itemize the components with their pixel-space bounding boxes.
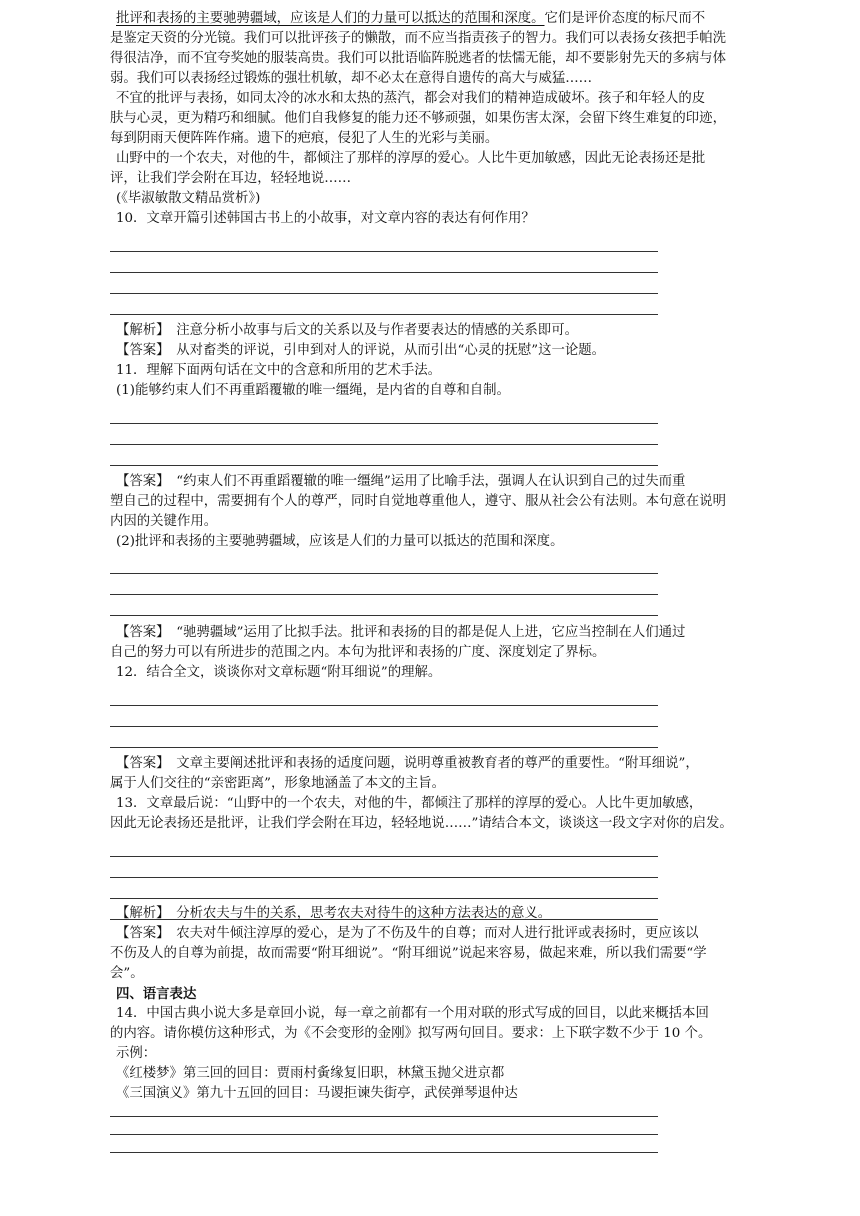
answer-text: 从对畜类的评说，引申到对人的评说，从而引出“心灵的抚慰”这一论题。 bbox=[176, 343, 606, 358]
answer-line bbox=[110, 705, 658, 706]
question-11-sub2: (2)批评和表扬的主要驰骋疆域，应该是人们的力量可以抵达的范围和深度。 bbox=[116, 534, 564, 549]
analysis-label: 【解析】 bbox=[116, 906, 163, 921]
question-14-cont: 的内容。请你模仿这种形式，为《不会变形的金刚》拟写两句回目。要求：上下联字数不少于 10 个。 bbox=[110, 1026, 712, 1041]
analysis-label: 【解析】 bbox=[116, 323, 163, 338]
answer-line bbox=[110, 1134, 658, 1135]
answer-line bbox=[110, 1152, 658, 1153]
excerpt-line: 得很洁净，而不宜夸奖她的服装高贵。我们可以批语临阵脱逃者的怯懦无能，却不要影射先天的多病与体 bbox=[110, 51, 726, 66]
answer-line bbox=[110, 314, 658, 315]
answer-line bbox=[110, 573, 658, 574]
answer-line bbox=[110, 444, 658, 445]
answer-text: 塑自己的过程中，需要拥有个人的尊严，同时自觉地尊重他人，遵守、服从社会公有法则。本句意在说明 bbox=[110, 494, 726, 509]
answer-line bbox=[110, 251, 658, 252]
question-12: 12．结合全文，谈谈你对文章标题“附耳细说”的理解。 bbox=[116, 665, 442, 680]
excerpt-line: 弱。我们可以表扬经过锻炼的强壮机敏，却不必太在意得自遗传的高大与威猛…… bbox=[110, 71, 593, 86]
excerpt-line: 肤与心灵，更为精巧和细腻。他们自我修复的能力还不够顽强，如果伤害太深，会留下终生难复的印迹， bbox=[110, 111, 726, 126]
answer-line bbox=[110, 726, 658, 727]
example-2: 《三国演义》第九十五回的回目：马谡拒谏失街亭，武侯弹琴退仲达 bbox=[116, 1086, 518, 1101]
analysis-q13 bbox=[116, 905, 551, 923]
analysis-text: 注意分析小故事与后文的关系以及与作者要表达的情感的关系即可。 bbox=[176, 323, 578, 338]
question-13: 13．文章最后说：“山野中的一个农夫，对他的牛，都倾注了那样的淳厚的爱心。人比牛更加敏感， bbox=[116, 796, 703, 811]
answer-text: 自己的努力可以有所进步的范围之内。本句为批评和表扬的广度、深度划定了界标。 bbox=[110, 645, 606, 660]
answer-q13 bbox=[116, 925, 699, 943]
answer-q11-2 bbox=[116, 624, 685, 642]
answer-label: 【答案】 bbox=[116, 926, 163, 941]
question-13-cont: 因此无论表扬还是批评，让我们学会附在耳边，轻轻地说……”请结合本文，谈谈这一段文字对你的启发。 bbox=[110, 816, 733, 831]
answer-line bbox=[110, 293, 658, 294]
excerpt-line: 每到阴雨天便阵阵作痛。遗下的疤痕，侵犯了人生的光彩与美丽。 bbox=[110, 131, 499, 146]
answer-label: 【答案】 bbox=[116, 625, 163, 640]
answer-text: 不伤及人的自尊为前提，故而需要“附耳细说”。“附耳细说”说起来容易，做起来难，所以我们需要“学 bbox=[110, 946, 707, 961]
answer-q11-1 bbox=[116, 473, 685, 491]
excerpt-text: 它们是评价态度的标尺而不 bbox=[544, 11, 706, 26]
question-14: 14．中国古典小说大多是章回小说，每一章之前都有一个用对联的形式写成的回目，以此来概括本回 bbox=[116, 1006, 709, 1021]
analysis-text: 分析农夫与牛的关系，思考农夫对待牛的这种方法表达的意义。 bbox=[176, 906, 552, 921]
answer-line bbox=[110, 898, 658, 899]
answer-line bbox=[110, 1116, 658, 1117]
excerpt-source: (《毕淑敏散文精品赏析》) bbox=[116, 191, 261, 206]
answer-text: “驰骋疆域”运用了比拟手法。批评和表扬的目的都是促人上进，它应当控制在人们通过 bbox=[176, 625, 686, 640]
answer-text: 文章主要阐述批评和表扬的适度问题，说明尊重被教育者的尊严的重要性。“附耳细说”， bbox=[176, 756, 699, 771]
section-heading: 四、语言表达 bbox=[116, 986, 197, 1002]
answer-line bbox=[110, 423, 658, 424]
answer-line bbox=[110, 615, 658, 616]
answer-text: 会”。 bbox=[110, 966, 144, 981]
question-10: 10．文章开篇引述韩国古书上的小故事，对文章内容的表达有何作用？ bbox=[116, 211, 535, 226]
excerpt-line bbox=[116, 10, 705, 28]
answer-line bbox=[110, 877, 658, 878]
answer-line bbox=[110, 594, 658, 595]
answer-label: 【答案】 bbox=[116, 756, 163, 771]
example-label: 示例： bbox=[116, 1046, 157, 1061]
example-1: 《红楼梦》第三回的回目：贾雨村夤缘复旧职，林黛玉抛父进京都 bbox=[116, 1066, 505, 1081]
analysis-q10 bbox=[116, 322, 578, 340]
answer-line bbox=[110, 856, 658, 857]
underlined-sentence: 批评和表扬的主要驰骋疆域，应该是人们的力量可以抵达的范围和深度。 bbox=[116, 11, 545, 26]
answer-line bbox=[110, 747, 658, 748]
answer-line bbox=[110, 272, 658, 273]
answer-text: 属于人们交往的“亲密距离”，形象地涵盖了本文的主旨。 bbox=[110, 776, 446, 791]
excerpt-line: 山野中的一个农夫，对他的牛，都倾注了那样的淳厚的爱心。人比牛更加敏感，因此无论表扬还是批 bbox=[116, 151, 706, 166]
excerpt-line: 不宜的批评与表扬，如同太冷的冰水和太热的蒸汽，都会对我们的精神造成破坏。孩子和年轻人的皮 bbox=[116, 91, 706, 106]
excerpt-line: 评，让我们学会附在耳边，轻轻地说…… bbox=[110, 171, 352, 186]
excerpt-line: 是鉴定天资的分光镜。我们可以批评孩子的懒散，而不应当指责孩子的智力。我们可以表扬女孩把手帕洗 bbox=[110, 31, 726, 46]
answer-text: “约束人们不再重蹈覆辙的唯一缰绳”运用了比喻手法，强调人在认识到自己的过失而重 bbox=[176, 474, 686, 489]
answer-q10 bbox=[116, 342, 605, 360]
question-11-sub1: (1)能够约束人们不再重蹈覆辙的唯一缰绳，是内省的自尊和自制。 bbox=[116, 383, 510, 398]
answer-label: 【答案】 bbox=[116, 474, 163, 489]
answer-line bbox=[110, 465, 658, 466]
question-11: 11．理解下面两句话在文中的含意和所用的艺术手法。 bbox=[116, 363, 442, 378]
answer-text: 内因的关键作用。 bbox=[110, 514, 218, 529]
answer-q12 bbox=[116, 755, 699, 773]
answer-label: 【答案】 bbox=[116, 343, 163, 358]
answer-text: 农夫对牛倾注淳厚的爱心，是为了不伤及牛的自尊；而对人进行批评或表扬时，更应该以 bbox=[176, 926, 699, 941]
